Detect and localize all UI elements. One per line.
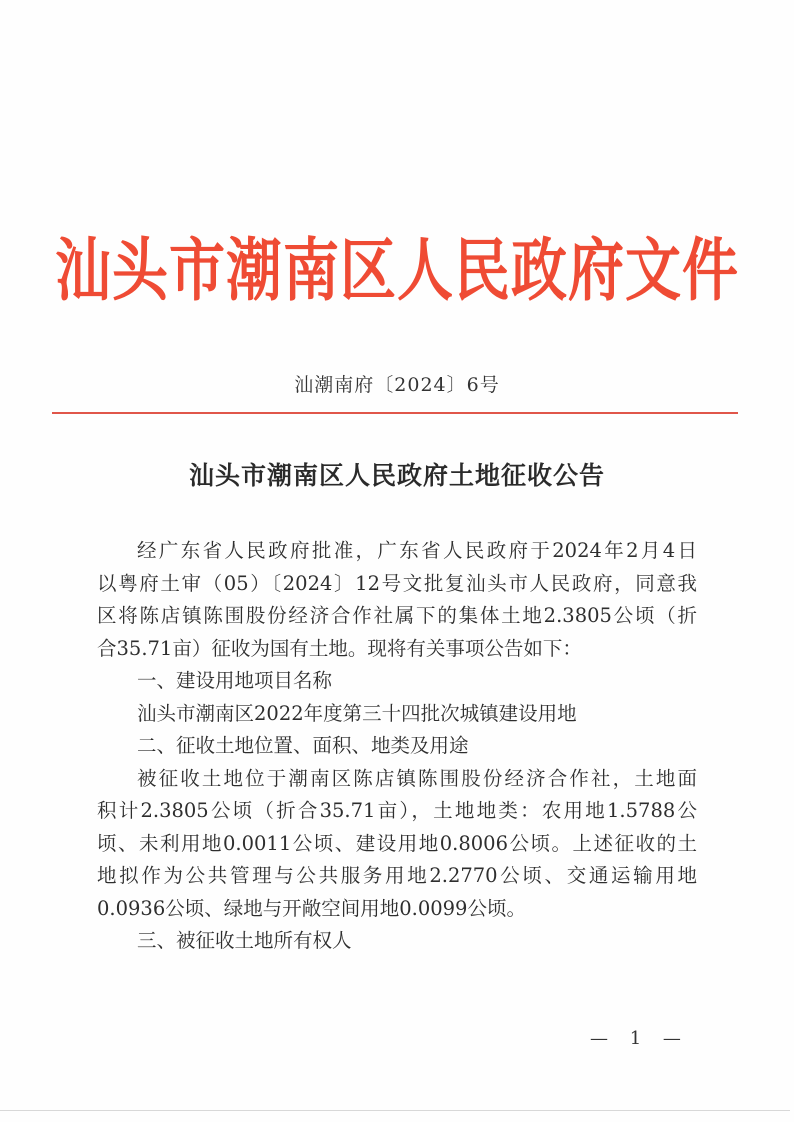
notice-title: 汕头市潮南区人民政府土地征收公告 — [188, 461, 605, 490]
body-line: 以粤府土审（05）〔2024〕12号文批复汕头市人民政府，同意我 — [97, 571, 697, 595]
body-line: 地拟作为公共管理与公共服务用地2.2770公顷、交通运输用地 — [97, 864, 697, 887]
page-bottom-edge — [0, 1110, 790, 1111]
body-line: 顷、未利用地0.0011公顷、建设用地0.8006公顷。上述征收的土 — [97, 831, 697, 855]
body-line: 区将陈店镇陈围股份经济合作社属下的集体土地2.3805公顷（折 — [97, 604, 697, 627]
body-line: 合35.71亩）征收为国有土地。现将有关事项公告如下： — [97, 636, 582, 660]
section-heading-3: 三、被征收土地所有权人 — [137, 929, 352, 952]
body-line: 0.0936公顷、绿地与开敞空间用地0.0099公顷。 — [97, 896, 526, 920]
notice-body — [97, 535, 697, 958]
document-number: 汕潮南府〔2024〕6号 — [294, 374, 500, 396]
document-masthead: 汕头市潮南区人民政府文件 — [55, 230, 739, 312]
section-heading-1: 一、建设用地项目名称 — [137, 669, 333, 692]
body-line: 经广东省人民政府批准，广东省人民政府于2024年2月4日 — [137, 539, 697, 562]
project-name: 汕头市潮南区2022年度第三十四批次城镇建设用地 — [137, 701, 577, 725]
body-line: 积计2.3805公顷（折合35.71亩），土地地类：农用地1.5788公 — [97, 799, 697, 822]
section-heading-2: 二、征收土地位置、面积、地类及用途 — [137, 734, 469, 757]
page-number: — 1 — — [590, 1028, 689, 1049]
body-line: 被征收土地位于潮南区陈店镇陈围股份经济合作社，土地面 — [137, 766, 697, 790]
red-separator-line — [52, 412, 738, 414]
